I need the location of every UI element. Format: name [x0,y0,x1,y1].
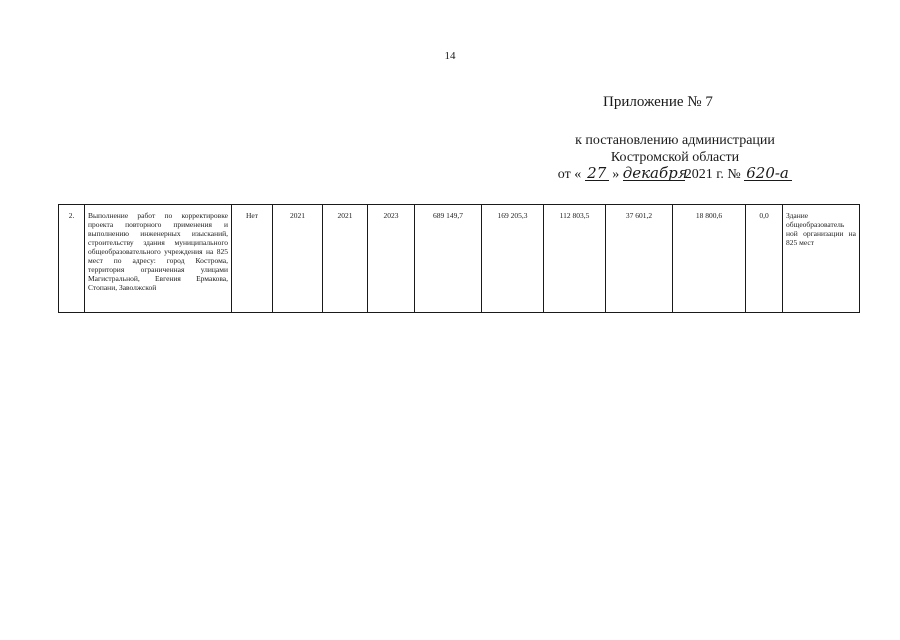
date-month-handwritten: декабря [622,164,688,182]
annex-reference [540,132,810,183]
row-value-2: 169 205,3 [482,205,544,313]
row-value-1: 689 149,7 [415,205,482,313]
annex-title: Приложение № 7 [603,94,713,110]
row-number: 2. [59,205,85,313]
date-day-handwritten: 27 [585,167,609,181]
row-value-5: 18 800,6 [673,205,746,313]
row-year-1: 2021 [273,205,323,313]
object-table [58,204,860,313]
row-result: Здание общеобразователь ной организации на 825 мест [783,205,860,313]
page-number: 14 [444,50,456,62]
decree-number-handwritten: 620-а [744,167,792,181]
date-prefix: от « [557,167,582,182]
annex-ref-line1: к постановлению администрации [575,133,775,148]
row-flag: Нет [232,205,273,313]
row-value-6: 0,0 [746,205,783,313]
row-description: Выполнение работ по корректировке проекта повторного применения и выполнению инженерных изысканий, строительству здания муниципального общеобразовательного учреждения на 825 мест по адресу: город Кострома, территория ограниченная улицами Магистральной, Евгения Ермакова, Стопани, Заволжской [85,205,232,313]
date-year: 2021 г. № [684,167,741,182]
annex-ref-line2: Костромской области [610,150,740,165]
row-value-4: 37 601,2 [606,205,673,313]
row-value-3: 112 803,5 [544,205,606,313]
annex-date-line [540,166,810,183]
table-row [59,205,860,313]
row-year-3: 2023 [368,205,415,313]
date-between: » [612,167,620,182]
row-year-2: 2021 [323,205,368,313]
